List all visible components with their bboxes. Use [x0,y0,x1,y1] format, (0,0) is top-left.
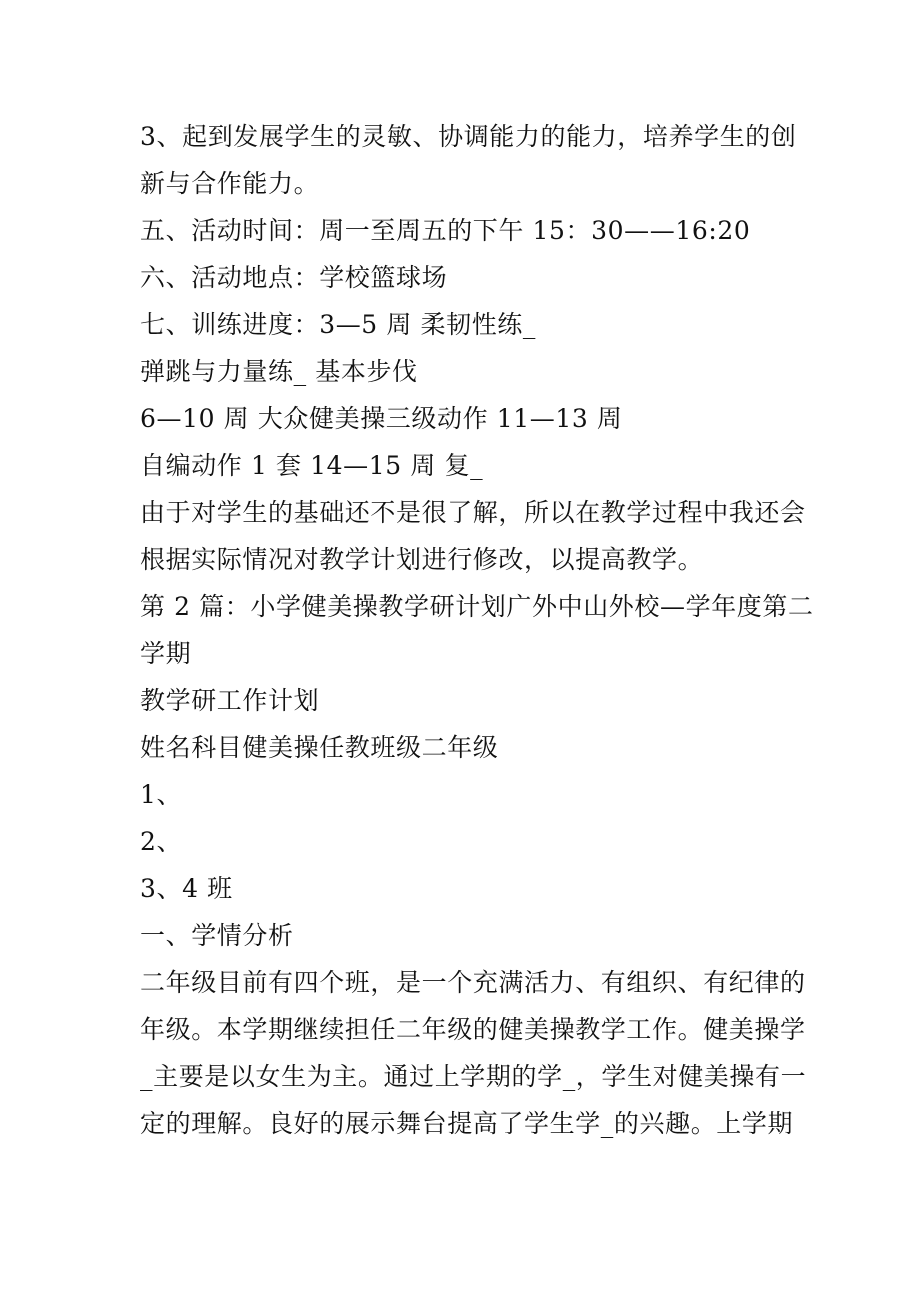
list-item: 2、 [140,827,183,856]
text-line: 弹跳与力量练_ 基本步伐 [140,357,418,386]
text-line: 自编动作 1 套 14—15 周 复_ [140,451,484,480]
section-heading: 第 2 篇：小学健美操教学研计划广外中山外校—学年度第二 [140,592,814,621]
text-line: 根据实际情况对教学计划进行修改，以提高教学。 [140,545,704,574]
text-line: 六、活动地点：学校篮球场 [140,263,448,292]
text-line: 二年级目前有四个班，是一个充满活力、有组织、有纪律的 [140,968,806,997]
text-line: 定的理解。良好的展示舞台提高了学生学_的兴趣。上学期 [140,1109,794,1138]
text-line: 6—10 周 大众健美操三级动作 11—13 周 [140,404,623,433]
text-line: 学期 [140,639,192,668]
text-line: 五、活动时间：周一至周五的下午 15：30——16:20 [140,216,751,245]
section-heading: 一、学情分析 [140,921,294,950]
text-line: 姓名科目健美操任教班级二年级 [140,733,499,762]
list-item: 1、 [140,780,183,809]
text-line: 由于对学生的基础还不是很了解，所以在教学过程中我还会 [140,498,806,527]
list-item: 3、4 班 [140,874,233,903]
text-line: 3、起到发展学生的灵敏、协调能力的能力，培养学生的创 [140,122,797,151]
document-subtitle: 教学研工作计划 [140,686,320,715]
text-line: 年级。本学期继续担任二年级的健美操教学工作。健美操学 [140,1015,806,1044]
text-line: 七、训练进度：3—5 周 柔韧性练_ [140,310,537,339]
text-line: 新与合作能力。 [140,169,320,198]
text-line: _主要是以女生为主。通过上学期的学_，学生对健美操有一 [140,1062,807,1091]
document-body [140,113,814,1147]
